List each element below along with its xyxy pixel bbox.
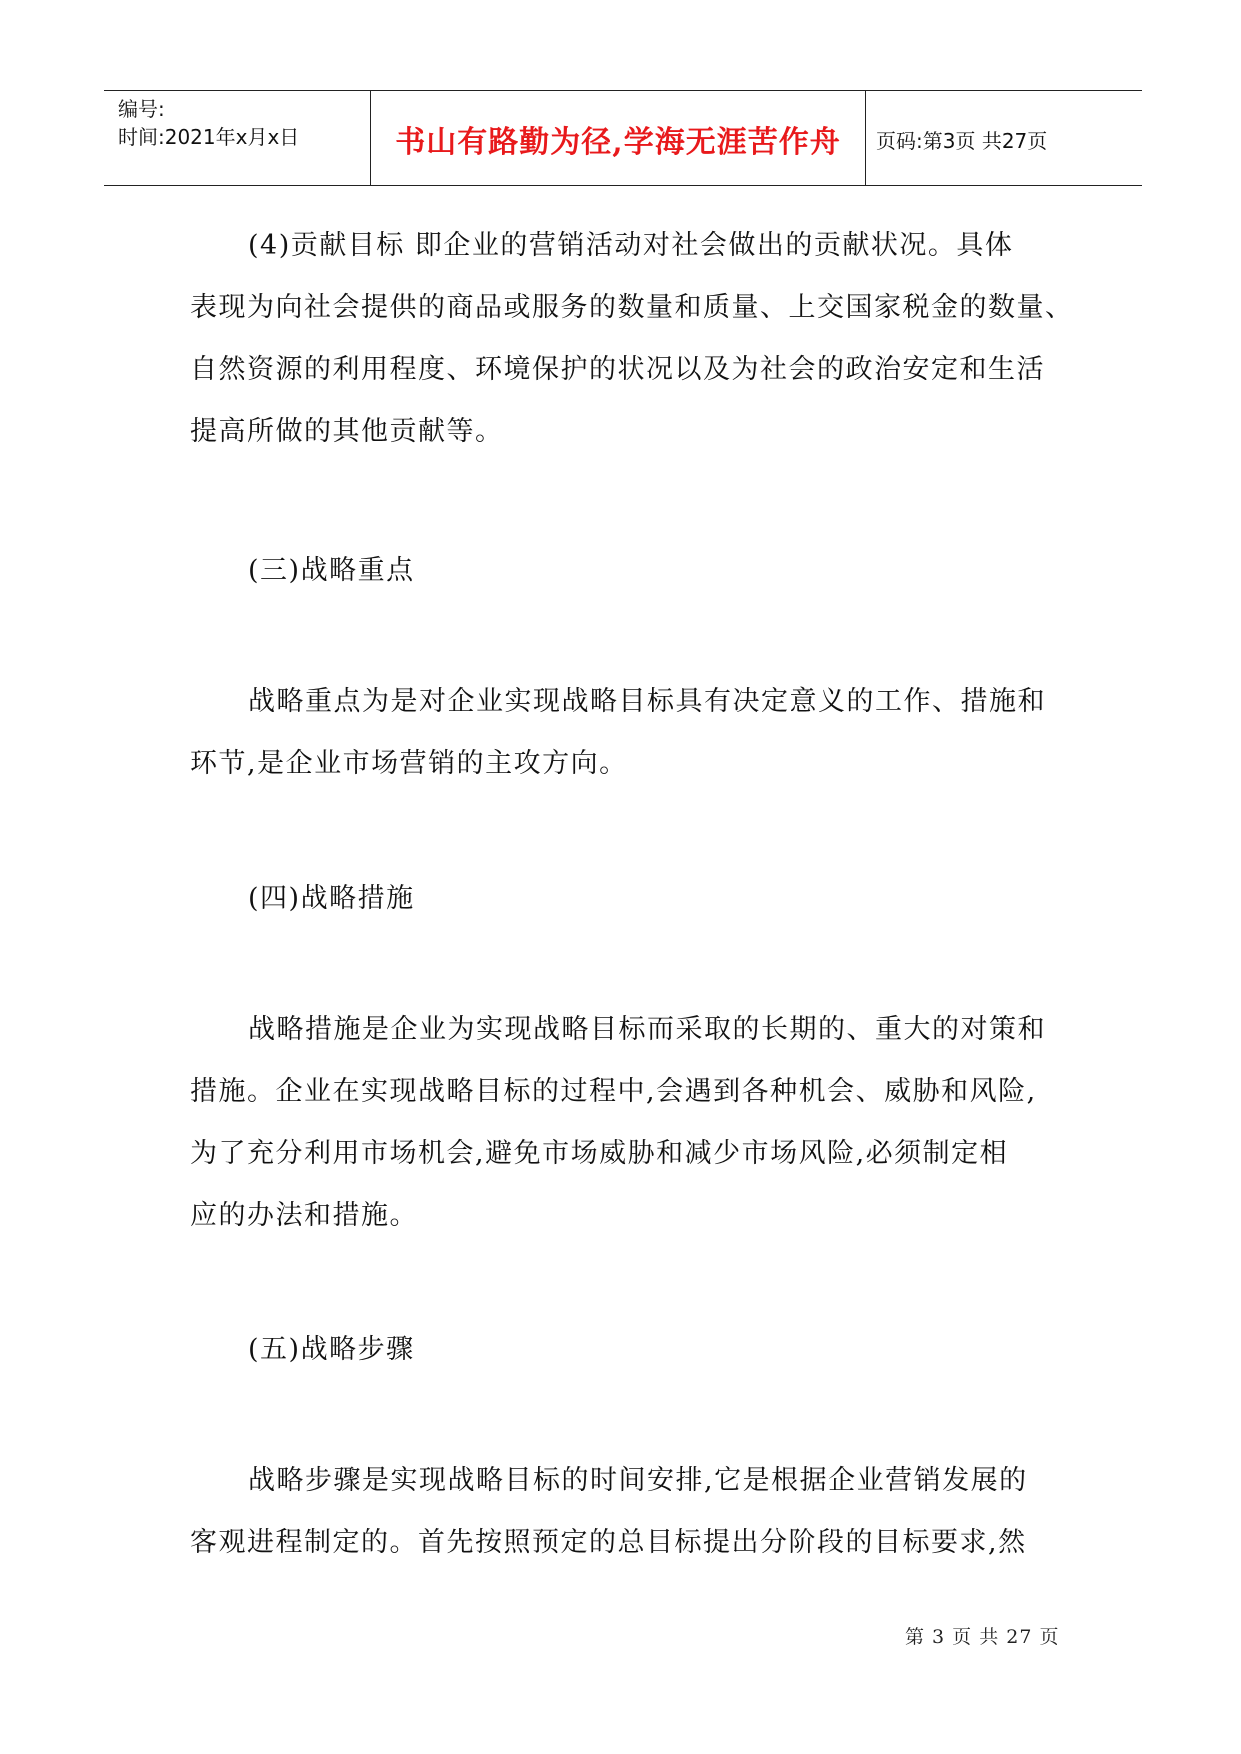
paragraph-1-line-3: 自然资源的利用程度、环境保护的状况以及为社会的政治安定和生活 [190,354,1045,385]
paragraph-3-line-3: 为了充分利用市场机会,避免市场威胁和减少市场风险,必须制定相 [190,1138,1009,1169]
document-time-label: 时间:2021年x月x日 [118,125,300,149]
header-motto: 书山有路勤为径,学海无涯苦作舟 [395,125,841,160]
section-heading-3: (三)战略重点 [248,555,415,586]
paragraph-4-line-2: 客观进程制定的。首先按照预定的总目标提出分阶段的目标要求,然 [190,1527,1027,1558]
paragraph-3-line-4: 应的办法和措施。 [190,1200,418,1231]
header-motto-cell [370,91,866,185]
paragraph-2-line-1: 战略重点为是对企业实现战略目标具有决定意义的工作、措施和 [248,686,1046,717]
section-heading-4: (四)战略措施 [248,883,415,914]
paragraph-4-line-1: 战略步骤是实现战略目标的时间安排,它是根据企业营销发展的 [248,1465,1028,1496]
page-footer-number: 第 3 页 共 27 页 [905,1626,1060,1648]
paragraph-1-line-1: (4)贡献目标 即企业的营销活动对社会做出的贡献状况。具体 [248,230,1014,261]
section-heading-5: (五)战略步骤 [248,1334,415,1365]
paragraph-1-line-2: 表现为向社会提供的商品或服务的数量和质量、上交国家税金的数量、 [190,292,1074,323]
paragraph-3-line-1: 战略措施是企业为实现战略目标而采取的长期的、重大的对策和 [248,1014,1046,1045]
header-info-cell [104,91,370,185]
header-page-label: 页码:第3页 共27页 [876,129,1048,153]
paragraph-2-line-2: 环节,是企业市场营销的主攻方向。 [190,748,628,779]
document-number-label: 编号: [118,97,165,121]
header-page-cell [866,91,1142,185]
paragraph-3-line-2: 措施。企业在实现战略目标的过程中,会遇到各种机会、威胁和风险, [190,1076,1037,1107]
paragraph-1-line-4: 提高所做的其他贡献等。 [190,416,504,447]
page-header [104,90,1142,186]
